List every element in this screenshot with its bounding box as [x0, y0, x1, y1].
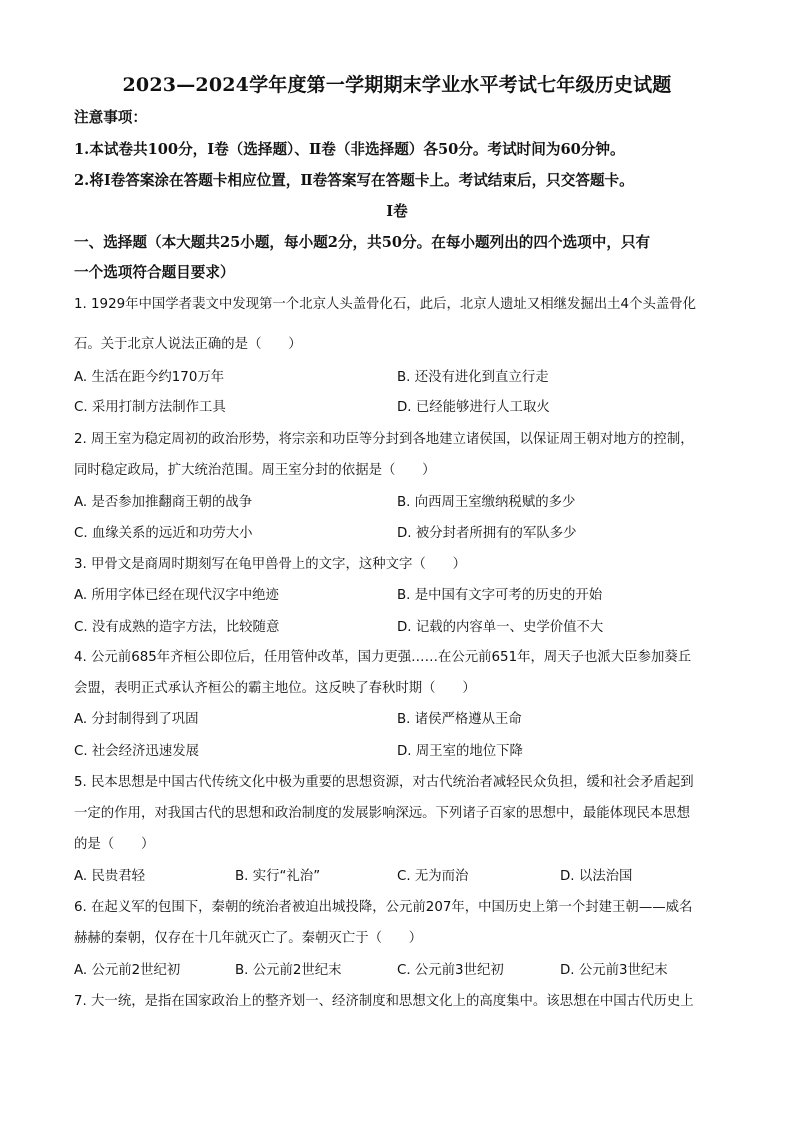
- question-1-option-a[interactable]: A. 生活在距今约170万年: [74, 370, 225, 385]
- exam-title: 2023—2024学年度第一学期期末学业水平考试七年级历史试题: [122, 74, 672, 96]
- notice-heading: 注意事项：: [74, 109, 147, 126]
- volume-heading: Ⅰ卷: [386, 203, 408, 220]
- question-4-option-a[interactable]: A. 分封制得到了巩固: [74, 712, 199, 727]
- question-5-option-b[interactable]: B. 实行“礼治”: [235, 869, 321, 884]
- question-5-option-a[interactable]: A. 民贵君轻: [74, 869, 145, 884]
- question-4-option-b[interactable]: B. 诸侯严格遵从王命: [397, 712, 522, 727]
- section-heading-line-2: 一个选项符合题目要求）: [74, 264, 235, 281]
- question-1-stem-line-1: 1. 1929年中国学者裴文中发现第一个北京人头盖骨化石，此后，北京人遗址又相继发掘出土4个头盖骨化: [74, 297, 697, 312]
- notice-item-1: 1.本试卷共100分，Ⅰ卷（选择题）、Ⅱ卷（非选择题）各50分。考试时间为60分钟。: [74, 141, 625, 158]
- question-2-option-b[interactable]: B. 向西周王室缴纳税赋的多少: [397, 495, 576, 510]
- question-3-option-a[interactable]: A. 所用字体已经在现代汉字中绝迹: [74, 588, 279, 603]
- question-7-stem-line-1: 7. 大一统，是指在国家政治上的整齐划一、经济制度和思想文化上的高度集中。该思想在中国古代历史上: [74, 994, 694, 1009]
- question-6-stem-line-1: 6. 在起义军的包围下，秦朝的统治者被迫出城投降，公元前207年，中国历史上第一个封建王朝——威名: [74, 900, 693, 915]
- question-3-stem-line-1: 3. 甲骨文是商周时期刻写在龟甲兽骨上的文字，这种文字（ ）: [74, 557, 466, 572]
- question-2-stem-line-1: 2. 周王室为稳定周初的政治形势，将宗亲和功臣等分封到各地建立诸侯国，以保证周王朝对地方的控制，: [74, 432, 694, 447]
- question-6-option-a[interactable]: A. 公元前2世纪初: [74, 963, 181, 978]
- question-5-stem-line-2: 一定的作用，对我国古代的思想和政治制度的发展影响深远。下列诸子百家的思想中，最能体现民本思想: [74, 806, 690, 821]
- question-6-stem-line-2: 赫赫的秦朝，仅存在十几年就灭亡了。秦朝灭亡于（ ）: [74, 931, 423, 946]
- question-6-option-c[interactable]: C. 公元前3世纪初: [397, 963, 504, 978]
- question-5-stem-line-1: 5. 民本思想是中国古代传统文化中极为重要的思想资源，对古代统治者减轻民众负担，缓和社会矛盾起到: [74, 775, 694, 790]
- question-3-option-c[interactable]: C. 没有成熟的造字方法，比较随意: [74, 620, 280, 635]
- question-2-option-a[interactable]: A. 是否参加推翻商王朝的战争: [74, 495, 253, 510]
- question-2-option-d[interactable]: D. 被分封者所拥有的军队多少: [397, 526, 577, 541]
- question-4-stem-line-2: 会盟，表明正式承认齐桓公的霸主地位。这反映了春秋时期（ ）: [74, 681, 476, 696]
- question-1-option-d[interactable]: D. 已经能够进行人工取火: [397, 400, 550, 415]
- question-1-stem-line-2: 石。关于北京人说法正确的是（ ）: [74, 337, 302, 352]
- question-1-option-c[interactable]: C. 采用打制方法制作工具: [74, 400, 226, 415]
- question-6-option-d[interactable]: D. 公元前3世纪末: [560, 963, 668, 978]
- question-4-option-c[interactable]: C. 社会经济迅速发展: [74, 744, 199, 759]
- question-2-stem-line-2: 同时稳定政局，扩大统治范围。周王室分封的依据是（ ）: [74, 463, 436, 478]
- question-3-option-d[interactable]: D. 记载的内容单一、史学价值不大: [397, 620, 604, 635]
- question-4-option-d[interactable]: D. 周王室的地位下降: [397, 744, 523, 759]
- question-6-option-b[interactable]: B. 公元前2世纪末: [235, 963, 342, 978]
- question-5-option-d[interactable]: D. 以法治国: [560, 869, 633, 884]
- question-2-option-c[interactable]: C. 血缘关系的远近和功劳大小: [74, 526, 253, 541]
- section-heading-line-1: 一、选择题（本大题共25小题，每小题2分，共50分。在每小题列出的四个选项中，只有: [74, 234, 651, 251]
- question-4-stem-line-1: 4. 公元前685年齐桓公即位后，任用管仲改革，国力更强……在公元前651年，周天子也派大臣参加葵丘: [74, 650, 692, 665]
- notice-item-2: 2.将Ⅰ卷答案涂在答题卡相应位置，Ⅱ卷答案写在答题卡上。考试结束后，只交答题卡。: [74, 172, 634, 189]
- question-1-option-b[interactable]: B. 还没有进化到直立行走: [397, 370, 549, 385]
- question-3-option-b[interactable]: B. 是中国有文字可考的历史的开始: [397, 588, 603, 603]
- question-5-stem-line-3: 的是（ ）: [74, 837, 155, 852]
- question-5-option-c[interactable]: C. 无为而治: [397, 869, 469, 884]
